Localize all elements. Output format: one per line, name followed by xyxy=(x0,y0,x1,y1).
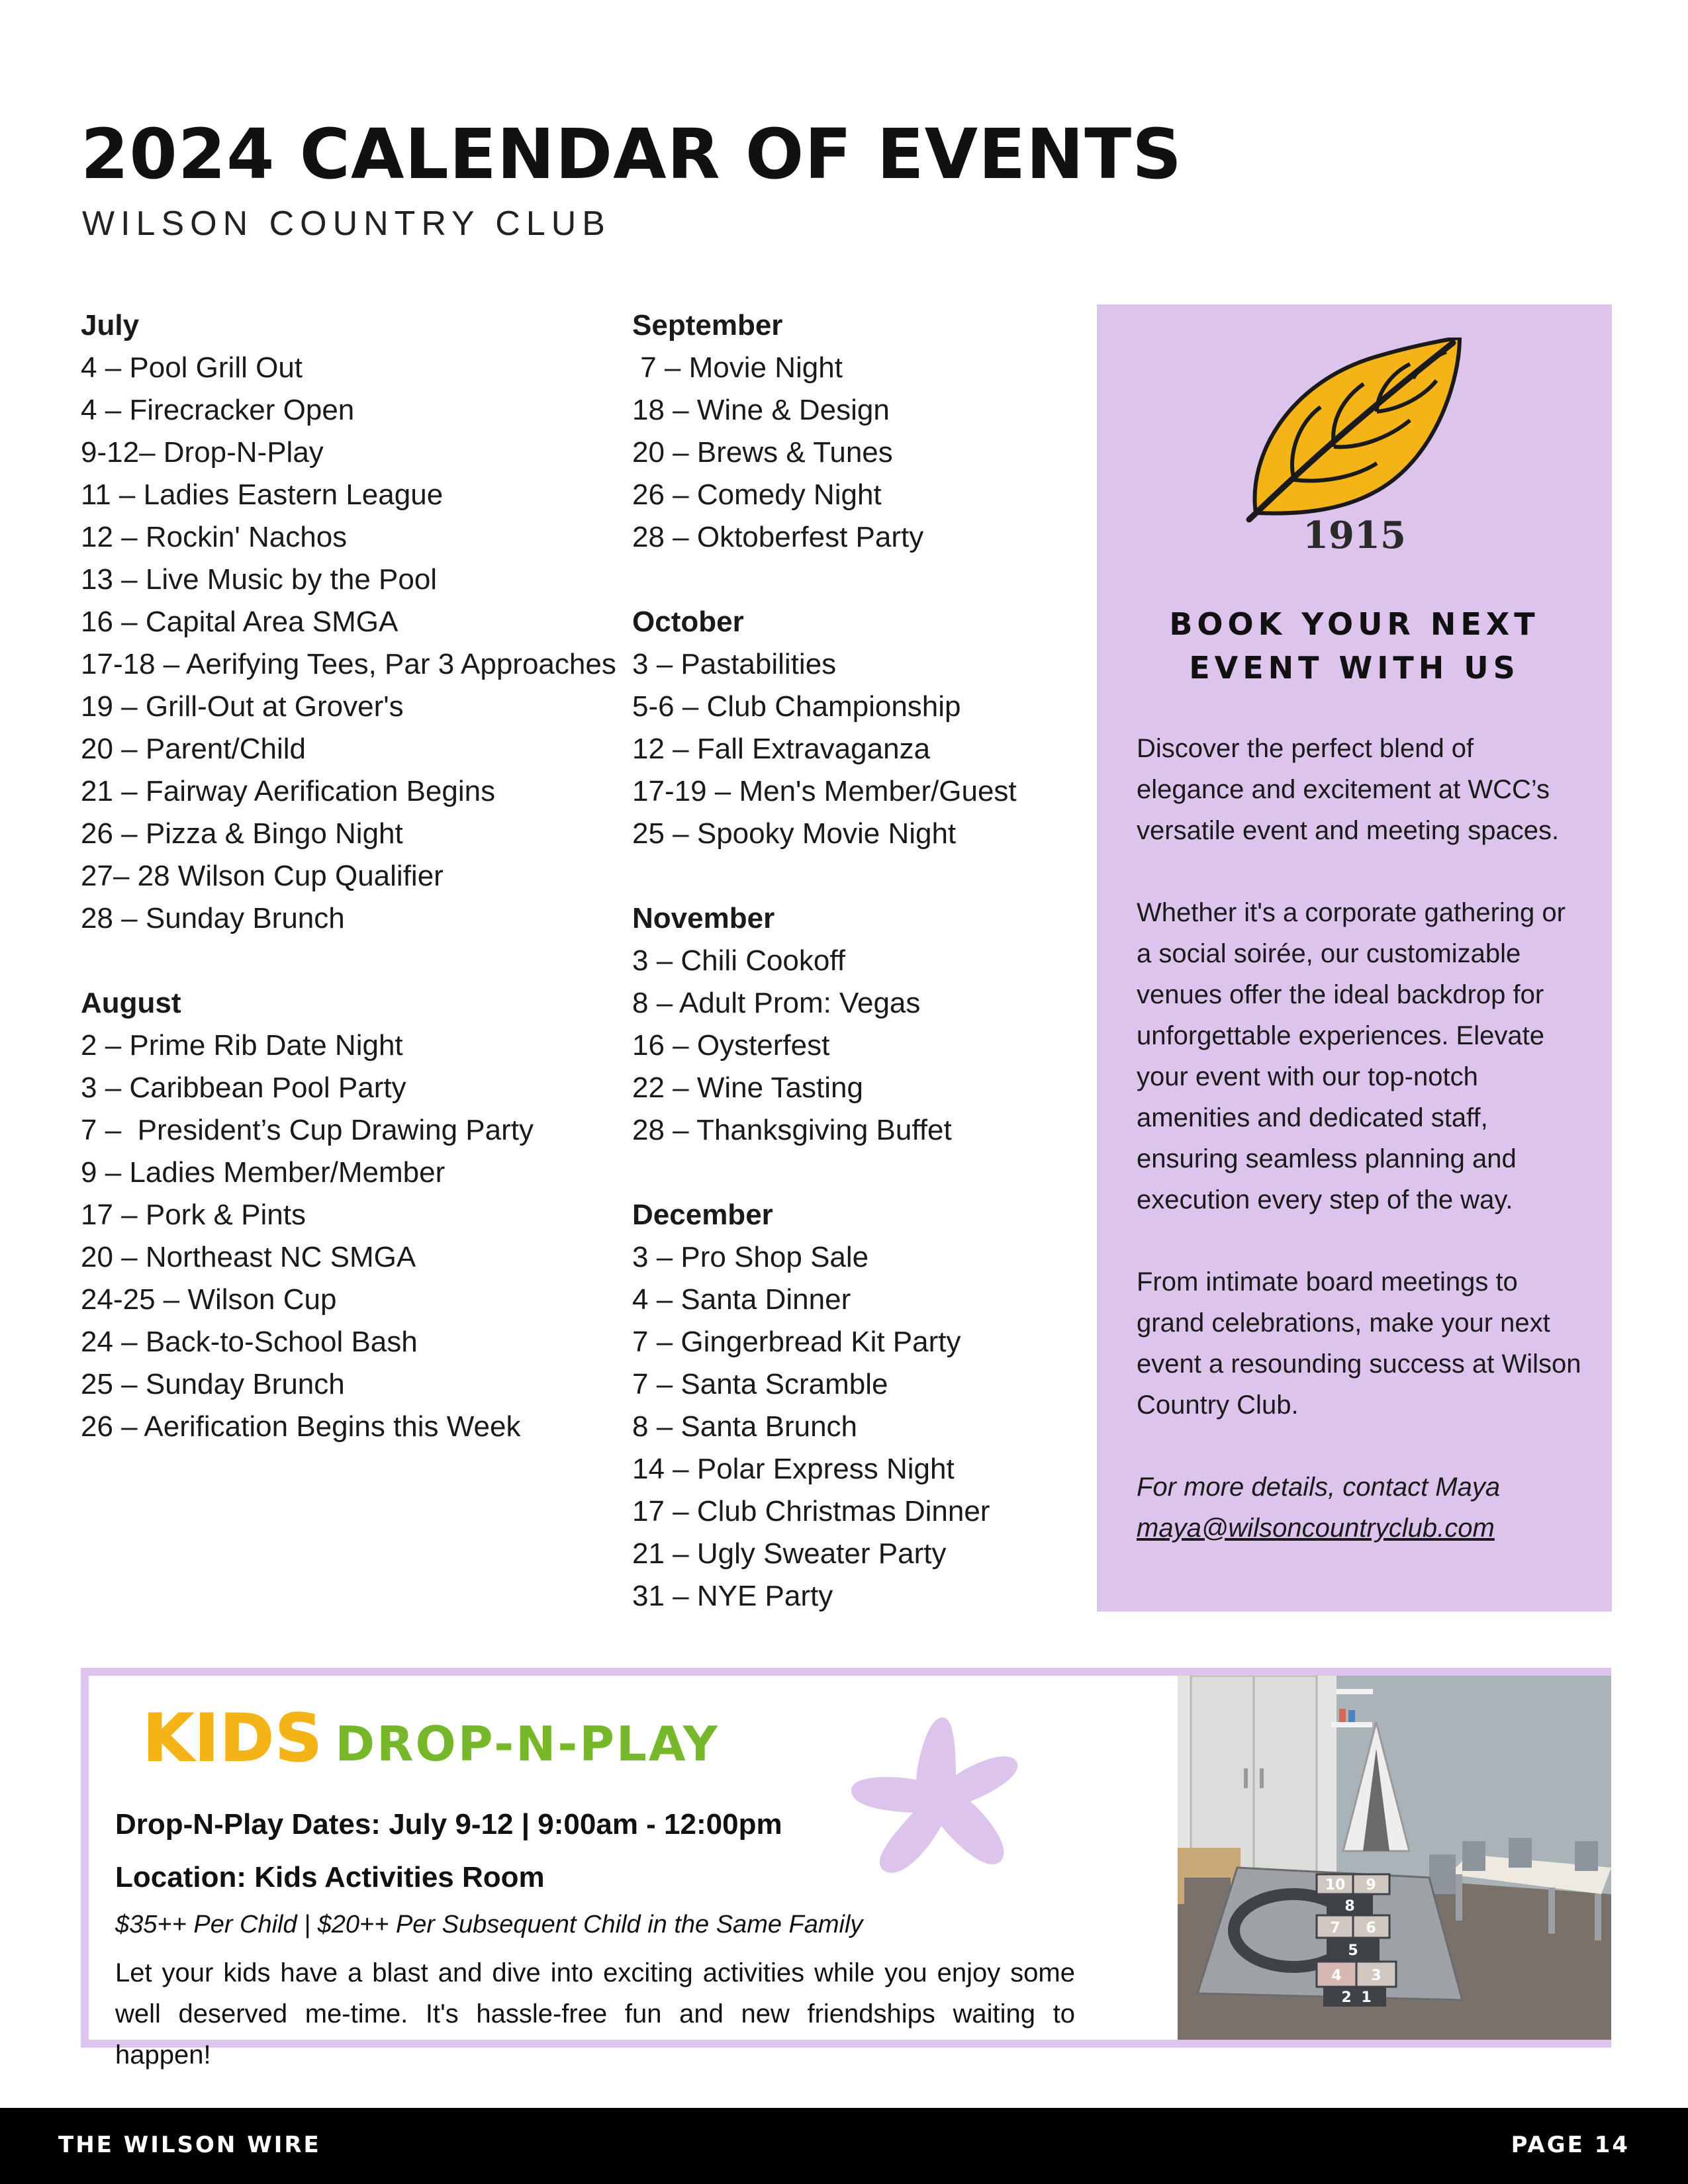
calendar-column-left xyxy=(81,304,624,1448)
event-item: 26 – Comedy Night xyxy=(632,478,882,511)
event-item: 7 – Movie Night xyxy=(632,351,843,384)
event-item: 3 – Pastabilities xyxy=(632,648,837,680)
event-item: 26 – Aerification Begins this Week xyxy=(81,1410,521,1443)
rug-number: 9 xyxy=(1366,1877,1376,1893)
event-item: 26 – Pizza & Bingo Night xyxy=(81,817,403,850)
event-item: 18 – Wine & Design xyxy=(632,394,890,426)
event-item: 21 – Fairway Aerification Begins xyxy=(81,775,496,807)
event-item: 17-18 – Aerifying Tees, Par 3 Approaches xyxy=(81,648,616,680)
month-heading-december: December xyxy=(632,1199,773,1231)
event-item: 7 – Gingerbread Kit Party xyxy=(632,1326,961,1358)
page-subtitle: WILSON COUNTRY CLUB xyxy=(82,205,611,243)
rug-number: 3 xyxy=(1371,1968,1382,1984)
event-item: 13 – Live Music by the Pool xyxy=(81,563,438,596)
kids-activities-room-photo xyxy=(1178,1676,1611,2040)
event-item: 24 – Back-to-School Bash xyxy=(81,1326,418,1358)
club-leaf-logo-icon xyxy=(1241,338,1466,523)
rug-number: 4 xyxy=(1331,1968,1342,1984)
event-item: 4 – Pool Grill Out xyxy=(81,351,303,384)
kids-drop-n-play-section xyxy=(81,1668,1611,2070)
kids-title-word: KIDS xyxy=(143,1701,324,1776)
star-shape-icon xyxy=(843,1712,1022,1884)
book-event-heading xyxy=(1097,602,1612,690)
month-heading-october: October xyxy=(632,606,744,638)
page-footer xyxy=(0,2108,1688,2184)
event-item: 28 – Sunday Brunch xyxy=(81,902,345,934)
contact-email-link[interactable]: maya@wilsoncountryclub.com xyxy=(1137,1514,1495,1543)
rug-number: 6 xyxy=(1366,1920,1376,1936)
event-item: 4 – Santa Dinner xyxy=(632,1283,851,1316)
event-item: 21 – Ugly Sweater Party xyxy=(632,1537,947,1570)
event-item: 27– 28 Wilson Cup Qualifier xyxy=(81,860,444,892)
book-event-heading-line1: BOOK YOUR NEXT xyxy=(1169,606,1540,642)
event-item: 19 – Grill-Out at Grover's xyxy=(81,690,404,723)
event-item: 4 – Firecracker Open xyxy=(81,394,355,426)
event-item: 31 – NYE Party xyxy=(632,1580,833,1612)
event-item: 3 – Caribbean Pool Party xyxy=(81,1071,406,1104)
event-item: 2 – Prime Rib Date Night xyxy=(81,1029,403,1062)
event-item: 5-6 – Club Championship xyxy=(632,690,961,723)
drop-n-play-location: Location: Kids Activities Room xyxy=(115,1861,545,1893)
rug-number: 2 xyxy=(1341,1989,1352,2006)
book-event-heading-line2: EVENT WITH US xyxy=(1189,650,1520,686)
month-heading-september: September xyxy=(632,309,783,341)
event-item: 9 – Ladies Member/Member xyxy=(81,1156,445,1189)
drop-n-play-description: Let your kids have a blast and dive into exciting activities while you enjoy some well deserved me-time. It's hassle-free fun and new friendships waiting to happen! xyxy=(115,1958,1075,2070)
promo-paragraph: From intimate board meetings to grand celebrations, make your next event a resounding success at Wilson Country Club. xyxy=(1137,1267,1581,1420)
event-item: 8 – Adult Prom: Vegas xyxy=(632,987,921,1019)
rug-number: 8 xyxy=(1344,1898,1355,1915)
event-item: 20 – Parent/Child xyxy=(81,733,306,765)
promo-paragraph: Whether it's a corporate gathering or a social soirée, our customizable venues offer the ideal backdrop for unforgettable experiences. Elevate your event with our top-notch amenities and dedicated staff, ensuring seamless planning and execution every step of the way. xyxy=(1137,898,1566,1214)
event-item: 28 – Thanksgiving Buffet xyxy=(632,1114,952,1146)
month-heading-november: November xyxy=(632,902,775,934)
book-event-body xyxy=(1137,728,1587,1549)
drop-n-play-dates: Drop-N-Play Dates: July 9-12 | 9:00am - 12:00pm xyxy=(115,1808,782,1841)
event-item: 20 – Brews & Tunes xyxy=(632,436,893,469)
month-heading-august: August xyxy=(81,987,181,1019)
event-item: 17-19 – Men's Member/Guest xyxy=(632,775,1017,807)
kids-section-title xyxy=(143,1701,720,1776)
event-item: 3 – Chili Cookoff xyxy=(632,944,846,977)
newsletter-name: THE WILSON WIRE xyxy=(58,2132,321,2158)
book-event-panel xyxy=(1097,304,1612,1612)
event-item: 9-12– Drop-N-Play xyxy=(81,436,324,469)
event-item: 25 – Spooky Movie Night xyxy=(632,817,957,850)
contact-line: For more details, contact Maya xyxy=(1137,1473,1501,1502)
drop-n-play-title-word: DROP-N-PLAY xyxy=(335,1716,720,1772)
event-item: 16 – Capital Area SMGA xyxy=(81,606,399,638)
page-title: 2024 CALENDAR OF EVENTS xyxy=(81,114,1183,195)
club-established-year: 1915 xyxy=(1303,514,1406,557)
rug-number: 1 xyxy=(1361,1989,1372,2006)
drop-n-play-price: $35++ Per Child | $20++ Per Subsequent Child in the Same Family xyxy=(115,1911,863,1938)
event-item: 17 – Club Christmas Dinner xyxy=(632,1495,990,1527)
event-item: 12 – Fall Extravaganza xyxy=(632,733,931,765)
event-item: 20 – Northeast NC SMGA xyxy=(81,1241,416,1273)
page-number: PAGE 14 xyxy=(1511,2132,1630,2158)
month-heading-july: July xyxy=(81,309,140,341)
event-item: 12 – Rockin' Nachos xyxy=(81,521,348,553)
event-item: 24-25 – Wilson Cup xyxy=(81,1283,337,1316)
event-item: 16 – Oysterfest xyxy=(632,1029,830,1062)
rug-number: 10 xyxy=(1325,1877,1346,1893)
event-item: 7 – President’s Cup Drawing Party xyxy=(81,1114,534,1146)
event-item: 25 – Sunday Brunch xyxy=(81,1368,345,1400)
rug-number: 5 xyxy=(1348,1942,1358,1959)
event-item: 17 – Pork & Pints xyxy=(81,1199,306,1231)
rug-number: 7 xyxy=(1330,1920,1340,1936)
event-item: 28 – Oktoberfest Party xyxy=(632,521,924,553)
promo-paragraph: Discover the perfect blend of elegance and excitement at WCC’s versatile event and meeting spaces. xyxy=(1137,734,1560,845)
event-item: 3 – Pro Shop Sale xyxy=(632,1241,869,1273)
event-item: 22 – Wine Tasting xyxy=(632,1071,863,1104)
event-item: 8 – Santa Brunch xyxy=(632,1410,858,1443)
event-item: 14 – Polar Express Night xyxy=(632,1453,955,1485)
calendar-column-middle xyxy=(632,304,1175,1617)
event-item: 11 – Ladies Eastern League xyxy=(81,478,444,511)
event-item: 7 – Santa Scramble xyxy=(632,1368,888,1400)
